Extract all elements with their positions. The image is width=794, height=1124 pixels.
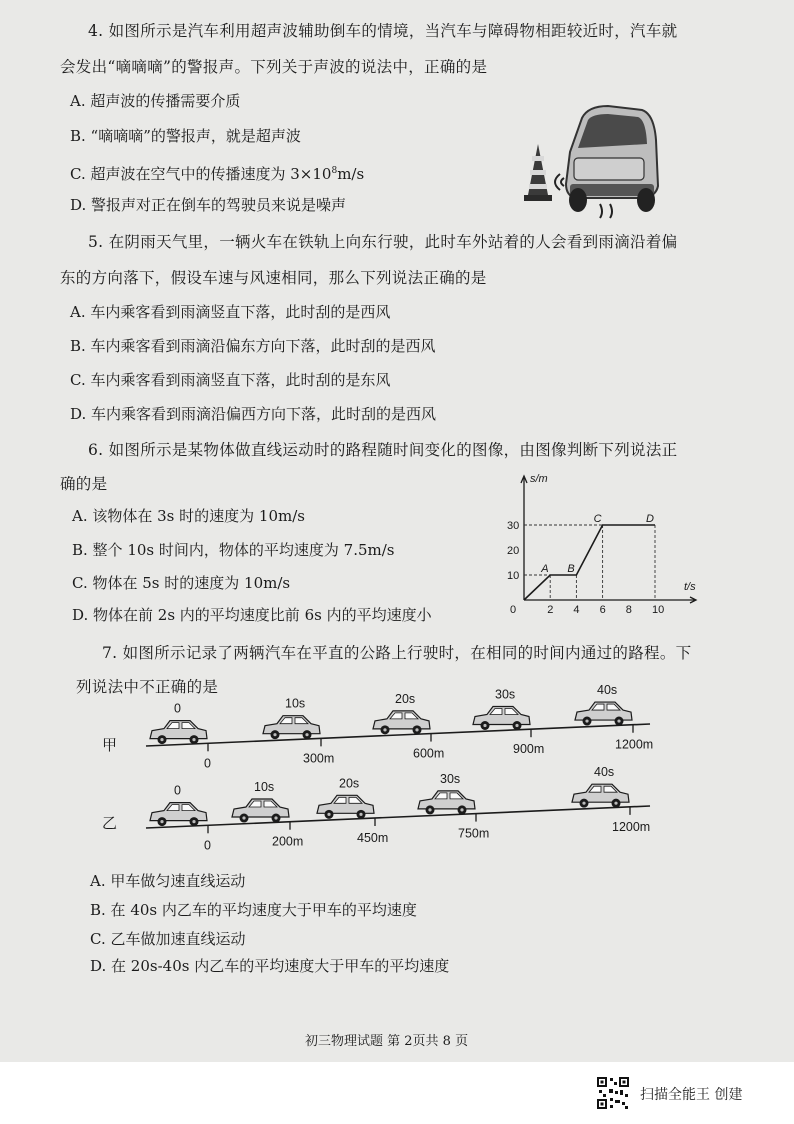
y-tick-label: 30 [507,520,520,532]
x-tick-label: 10 [652,604,665,616]
point-label-b: B [567,563,575,575]
q6-option-c: C. 物体在 5s 时的速度为 10m/s [72,574,291,592]
yi-car-4 [572,784,629,808]
q4-stem-line1: 4. 如图所示是汽车利用超声波辅助倒车的情境，当汽车与障碍物相距较近时，汽车就 [88,22,678,40]
q6-option-d: D. 物体在前 2s 内的平均速度比前 6s 内的平均速度小 [72,606,432,624]
jia-car-1 [263,716,320,740]
q7-stem-line1: 7. 如图所示记录了两辆汽车在平直的公路上行驶时，在相同的时间内通过的路程。下 [102,644,692,662]
q6-stem-line2: 确的是 [60,475,108,493]
point-label-a: A [541,563,549,575]
jia-time-label: 0 [174,701,181,716]
q5-stem-line1: 5. 在阴雨天气里，一辆火车在铁轨上向东行驶，此时车外站着的人会看到雨滴沿着偏 [88,233,678,251]
point-label-d: D [646,513,654,525]
page-footer: 初三物理试题 第 2页共 8 页 [305,1034,469,1049]
two-cars-road-diagram [100,680,680,853]
yi-time-label: 40s [594,765,615,780]
yi-car-3 [418,791,475,815]
jia-distance-label: 600m [413,746,445,761]
q6-option-a: A. 该物体在 3s 时的速度为 10m/s [72,507,305,525]
scanner-app-credit: 扫描全能王 创建 [640,1087,743,1103]
jia-distance-label: 1200m [615,737,654,752]
jia-time-label: 30s [495,687,516,702]
yi-distance-label: 750m [458,826,490,841]
q6-stem-line1: 6. 如图所示是某物体做直线运动时的路程随时间变化的图像，由图像判断下列说法正 [88,441,678,459]
graph-x-ticks [510,604,664,616]
yi-car-2 [317,795,374,819]
q5-option-b: B. 车内乘客看到雨滴沿偏东方向下落，此时刮的是西风 [70,337,436,355]
q4-option-a: A. 超声波的传播需要介质 [70,92,241,110]
lane-label-yi: 乙 [102,814,118,832]
q5-option-c: C. 车内乘客看到雨滴竖直下落，此时刮的是东风 [70,371,391,389]
jia-car-4 [575,702,632,726]
yi-car-0 [150,803,207,827]
traffic-cone-icon [524,144,552,201]
graph-point-labels [540,513,654,575]
jia-car-2 [373,711,430,735]
q4-stem-line2: 会发出“嘀嘀嘀”的警报声。下列关于声波的说法中，正确的是 [60,58,488,76]
jia-time-label: 40s [597,683,618,698]
jia-distance-label: 300m [303,751,335,766]
graph-y-ticks [507,520,519,582]
y-tick-label: 20 [507,545,520,557]
yi-distance-label: 200m [272,834,304,849]
q4-option-c: C. 超声波在空气中的传播速度为 $3\times 10^8m/s$ [70,165,365,183]
jia-time-label: 20s [395,691,416,706]
q5-option-a: A. 车内乘客看到雨滴竖直下落，此时刮的是西风 [70,303,391,321]
q4-option-d: D. 警报声对正在倒车的驾驶员来说是噪声 [70,196,347,214]
q7-stem-line2: 列说法中不正确的是 [76,678,219,696]
q5-stem-line2: 东的方向落下，假设车速与风速相同，那么下列说法正确的是 [60,269,487,287]
reversing-car-illustration [520,100,660,220]
jia-car-3 [473,707,530,731]
car-rear-icon [566,106,658,212]
yi-time-label: 10s [254,780,275,795]
x-tick-label: 2 [547,604,554,616]
distance-time-graph [500,470,705,620]
x-tick-label: 6 [599,604,606,616]
jia-car-0 [150,721,207,745]
x-tick-label: 4 [573,604,580,616]
graph-axes [521,476,696,603]
yi-time-label: 0 [174,783,181,798]
jia-distance-label: 0 [204,756,211,771]
q4-option-b: B. “嘀嘀嘀”的警报声，就是超声波 [70,127,301,145]
road-yi [146,806,650,828]
yi-distance-label: 450m [357,831,389,846]
q5-option-d: D. 车内乘客看到雨滴沿偏西方向下落，此时刮的是西风 [70,405,437,423]
qr-code-icon [596,1076,630,1110]
q7-option-c: C. 乙车做加速直线运动 [90,930,246,948]
jia-time-label: 10s [285,696,306,711]
y-tick-label: 10 [507,570,520,582]
yi-time-label: 20s [339,776,360,791]
yi-time-label: 30s [440,771,461,786]
yi-distance-label: 1200m [612,819,651,834]
x-tick-label: 8 [625,604,632,616]
yi-car-1 [232,799,289,823]
lane-label-jia: 甲 [102,736,118,754]
q7-option-d: D. 在 20s-40s 内乙车的平均速度大于甲车的平均速度 [90,957,450,975]
point-label-c: C [593,513,602,525]
q6-option-b: B. 整个 10s 时间内，物体的平均速度为 7.5m/s [72,541,395,559]
q7-option-a: A. 甲车做匀速直线运动 [90,872,246,890]
graph-x-label: t/s [684,581,696,593]
jia-distance-label: 900m [513,742,545,757]
graph-y-label: s/m [530,473,548,485]
q7-option-b: B. 在 40s 内乙车的平均速度大于甲车的平均速度 [90,901,417,919]
x-tick-label: 0 [510,604,517,616]
yi-distance-label: 0 [204,838,211,853]
